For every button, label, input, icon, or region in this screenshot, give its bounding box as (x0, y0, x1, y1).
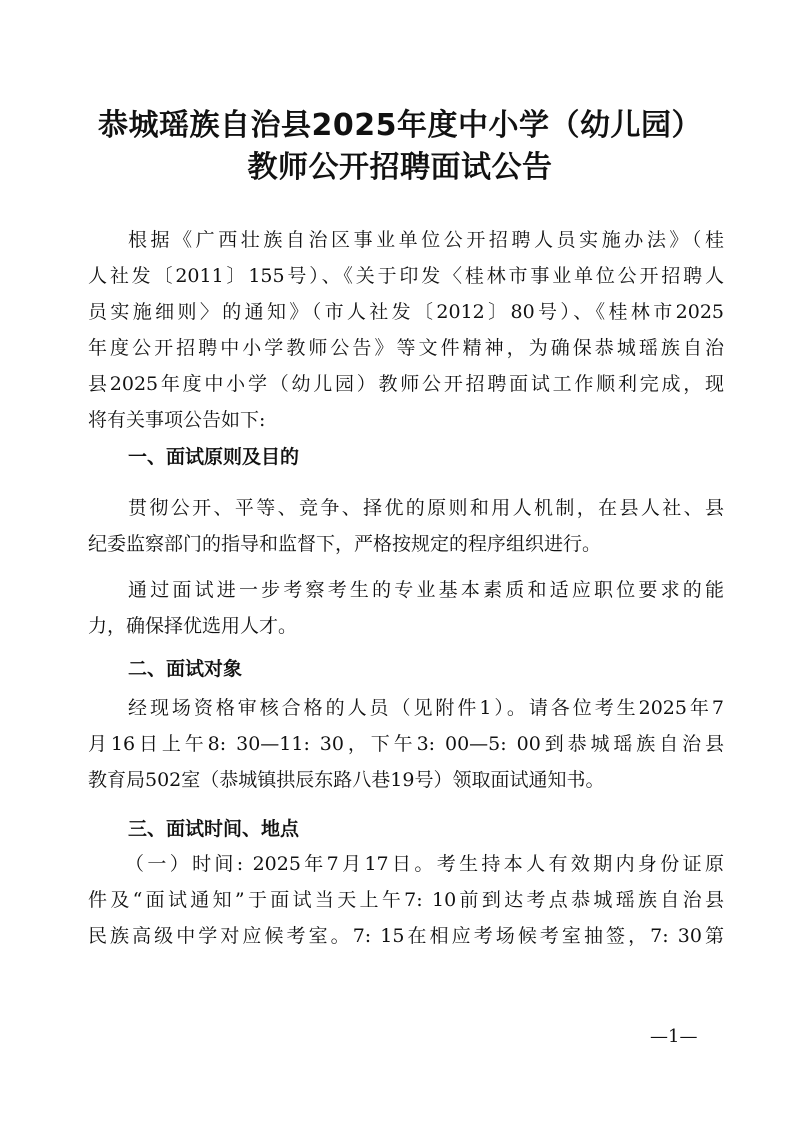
section-1-para-2-line-2: 力，确保择优选用人才。 (88, 615, 298, 637)
section-1-para-1-line-2: 纪委监察部门的指导和监督下，严格按规定的程序组织进行。 (88, 533, 602, 555)
section-3-para-1-line-2: 件及“面试通知”于面试当天上午7: 10前到达考点恭城瑶族自治县 (88, 889, 724, 911)
section-3-heading: 三、面试时间、地点 (128, 818, 300, 840)
intro-line-4: 年度公开招聘中小学教师公告》等文件精神，为确保恭城瑶族自治 (88, 337, 724, 359)
document-title-line-2: 教师公开招聘面试公告 (247, 150, 553, 185)
section-1-heading: 一、面试原则及目的 (128, 446, 300, 468)
section-2-para-1-line-1: 经现场资格审核合格的人员（见附件1）。请各位考生2025年7 (128, 697, 724, 719)
document-title-line-1: 恭城瑶族自治县2025年度中小学（幼儿园） (98, 108, 702, 143)
page-number: —1— (650, 1026, 698, 1047)
intro-line-6: 将有关事项公告如下: (88, 409, 266, 431)
section-3-para-1-line-3: 民族高级中学对应候考室。7: 15在相应考场候考室抽签，7: 30第 (88, 925, 724, 947)
section-3-para-1-line-1: （一）时间: 2025年7月17日。考生持本人有效期内身份证原 (125, 853, 724, 875)
intro-line-1: 根据《广西壮族自治区事业单位公开招聘人员实施办法》（桂 (128, 229, 724, 251)
intro-line-3: 员实施细则〉的通知》（市人社发〔2012〕80号）、《桂林市2025 (88, 301, 724, 323)
intro-line-2: 人社发〔2011〕155号）、《关于印发〈桂林市事业单位公开招聘人 (88, 265, 724, 287)
section-1-para-2-line-1: 通过面试进一步考察考生的专业基本素质和适应职位要求的能 (128, 579, 724, 601)
section-1-para-1-line-1: 贯彻公开、平等、竞争、择优的原则和用人机制，在县人社、县 (128, 497, 724, 519)
section-2-para-1-line-3: 教育局502室（恭城镇拱辰东路八巷19号）领取面试通知书。 (88, 769, 605, 791)
section-2-para-1-line-2: 月16日上午8: 30—11: 30，下午3: 00—5: 00到恭城瑶族自治县 (88, 733, 724, 755)
intro-line-5: 县2025年度中小学（幼儿园）教师公开招聘面试工作顺利完成，现 (88, 373, 724, 395)
section-2-heading: 二、面试对象 (128, 658, 243, 680)
